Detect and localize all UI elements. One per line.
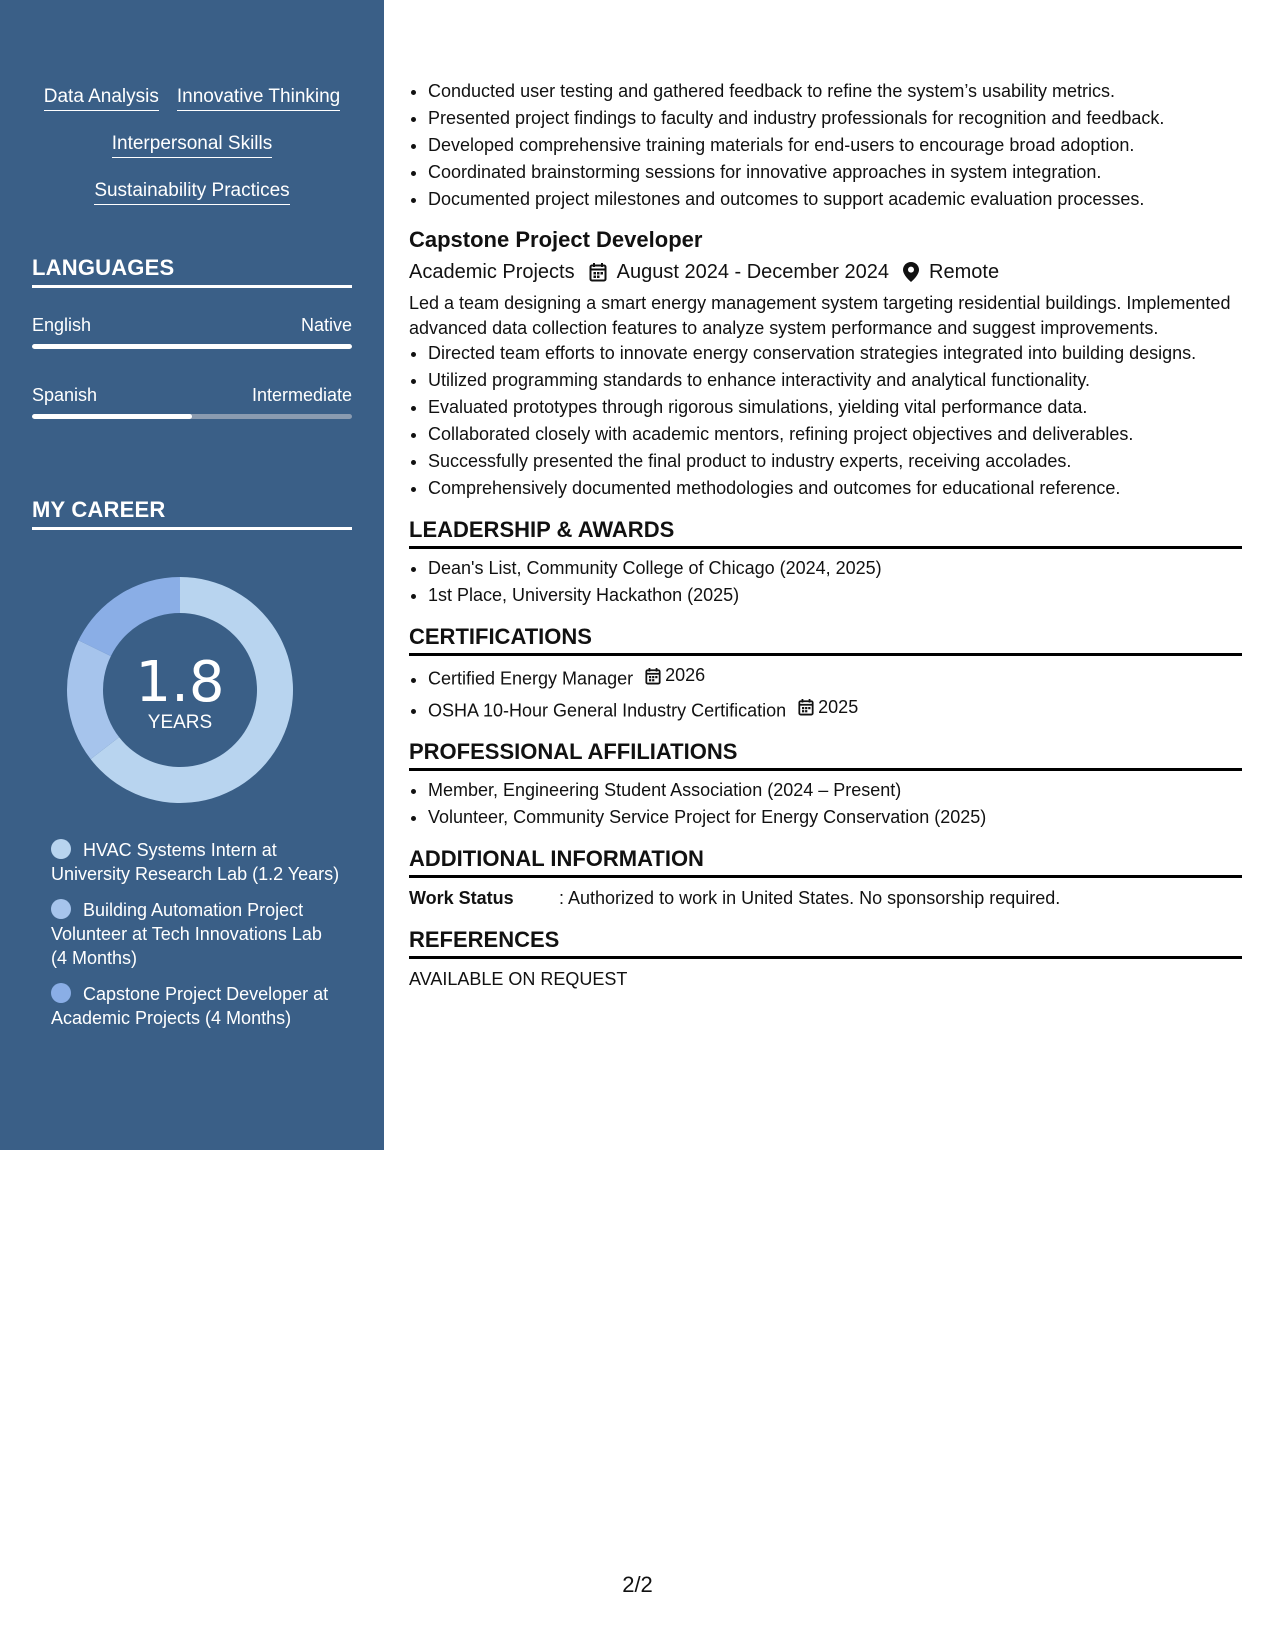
job-title: Capstone Project Developer xyxy=(409,227,703,252)
leadership-heading: LEADERSHIP & AWARDS xyxy=(409,516,1242,549)
bullet-item: • Documented project milestones and outcomes to support academic evaluation processes. xyxy=(428,186,1242,213)
skill-tag[interactable]: Innovative Thinking xyxy=(177,86,340,111)
bullet-item: • Developed comprehensive training materials for end-users to encourage broad adoption. xyxy=(428,132,1242,159)
page-number: 2/2 xyxy=(622,1572,653,1597)
skill-tag[interactable]: Data Analysis xyxy=(44,86,159,111)
certification-year: 2026 xyxy=(665,665,706,685)
job-company: Academic Projects xyxy=(409,261,575,283)
career-total-unit: YEARS xyxy=(147,712,213,733)
award-item: • 1st Place, University Hackathon (2025) xyxy=(428,582,1242,609)
certification-name: OSHA 10-Hour General Industry Certification xyxy=(428,700,787,720)
job-description: Led a team designing a smart energy management system targeting residential buildings. Implemented advanced data collection features to analyze system performance and suggest improvements. xyxy=(409,293,1231,338)
sidebar xyxy=(0,0,384,1150)
career-heading: MY CAREER xyxy=(32,497,352,530)
affiliations-heading: PROFESSIONAL AFFILIATIONS xyxy=(409,738,1242,771)
donut-segment xyxy=(67,640,119,759)
bullet-item: • Presented project findings to faculty and industry professionals for recognition and feedback. xyxy=(428,105,1242,132)
language-proficiency-fill xyxy=(32,344,352,349)
donut-segment xyxy=(79,577,180,656)
career-legend xyxy=(51,838,341,1042)
bullet-item: • Evaluated prototypes through rigorous simulations, yielding vital performance data. xyxy=(428,394,1242,421)
certification-name: Certified Energy Manager xyxy=(428,668,634,689)
work-status-row xyxy=(409,884,1242,912)
career-legend-item xyxy=(51,982,341,1030)
languages-heading: LANGUAGES xyxy=(32,255,352,288)
work-status-label: Work Status xyxy=(409,888,514,908)
affiliation-item: • Volunteer, Community Service Project for Energy Conservation (2025) xyxy=(428,804,1242,831)
additional-info-heading: ADDITIONAL INFORMATION xyxy=(409,845,1242,878)
language-proficiency-fill xyxy=(32,414,192,419)
affiliation-item: • Member, Engineering Student Association (2024 – Present) xyxy=(428,777,1242,804)
certification-item xyxy=(428,694,1242,725)
job-bullets xyxy=(409,340,1242,502)
award-item: • Dean's List, Community College of Chicago (2024, 2025) xyxy=(428,555,1242,582)
bullet-item: • Utilized programming standards to enhance interactivity and analytical functionality. xyxy=(428,367,1242,394)
bullet-item: • Directed team efforts to innovate energy conservation strategies integrated into building designs. xyxy=(428,340,1242,367)
certification-item xyxy=(428,662,1242,693)
career-legend-text: HVAC Systems Intern at University Research Lab (1.2 Years) xyxy=(51,840,340,884)
work-status-value: : Authorized to work in United States. No sponsorship required. xyxy=(559,888,1061,908)
skills-list xyxy=(0,86,384,227)
language-level: Intermediate xyxy=(251,385,352,405)
legend-dot xyxy=(51,983,71,1003)
language-entry xyxy=(32,384,352,419)
career-legend-item xyxy=(51,838,341,886)
career-legend-item xyxy=(51,898,341,970)
references-text: AVAILABLE ON REQUEST xyxy=(409,969,628,989)
language-name: Spanish xyxy=(32,385,98,405)
leadership-list xyxy=(409,555,1242,609)
affiliations-list xyxy=(409,777,1242,831)
calendar-icon xyxy=(589,262,607,282)
bullet-item: • Coordinated brainstorming sessions for innovative approaches in system integration. xyxy=(428,159,1242,186)
certifications-heading: CERTIFICATIONS xyxy=(409,623,1242,656)
language-name: English xyxy=(32,315,92,335)
calendar-icon xyxy=(798,698,814,716)
calendar-icon xyxy=(645,667,661,685)
skill-tag[interactable]: Sustainability Practices xyxy=(94,180,289,205)
certifications-list xyxy=(409,662,1242,724)
main-content xyxy=(409,78,1242,993)
career-donut-svg xyxy=(65,575,295,805)
career-legend-text: Capstone Project Developer at Academic Projects (4 Months) xyxy=(51,984,329,1028)
previous-job-bullets xyxy=(409,78,1242,213)
language-level: Native xyxy=(300,315,352,335)
bullet-item: • Conducted user testing and gathered feedback to refine the system’s usability metrics. xyxy=(428,78,1242,105)
skill-tag[interactable]: Interpersonal Skills xyxy=(112,133,273,158)
bullet-item: • Comprehensively documented methodologies and outcomes for educational reference. xyxy=(428,475,1242,502)
legend-dot xyxy=(51,899,71,919)
job-meta xyxy=(409,257,1242,287)
bullet-item: • Successfully presented the final product to industry experts, receiving accolades. xyxy=(428,448,1242,475)
career-total-value: 1.8 xyxy=(135,650,225,715)
job-dates: August 2024 - December 2024 xyxy=(616,261,890,283)
job-location: Remote xyxy=(929,261,1000,283)
language-proficiency-bar xyxy=(32,344,352,349)
career-donut-chart xyxy=(65,575,295,805)
references-heading: REFERENCES xyxy=(409,926,1242,959)
language-proficiency-bar xyxy=(32,414,352,419)
location-pin-icon xyxy=(903,262,919,282)
legend-dot xyxy=(51,839,71,859)
career-legend-text: Building Automation Project Volunteer at Tech Innovations Lab (4 Months) xyxy=(51,900,322,968)
certification-year: 2025 xyxy=(818,696,859,717)
language-entry xyxy=(32,314,352,349)
bullet-item: • Collaborated closely with academic mentors, refining project objectives and deliverables. xyxy=(428,421,1242,448)
